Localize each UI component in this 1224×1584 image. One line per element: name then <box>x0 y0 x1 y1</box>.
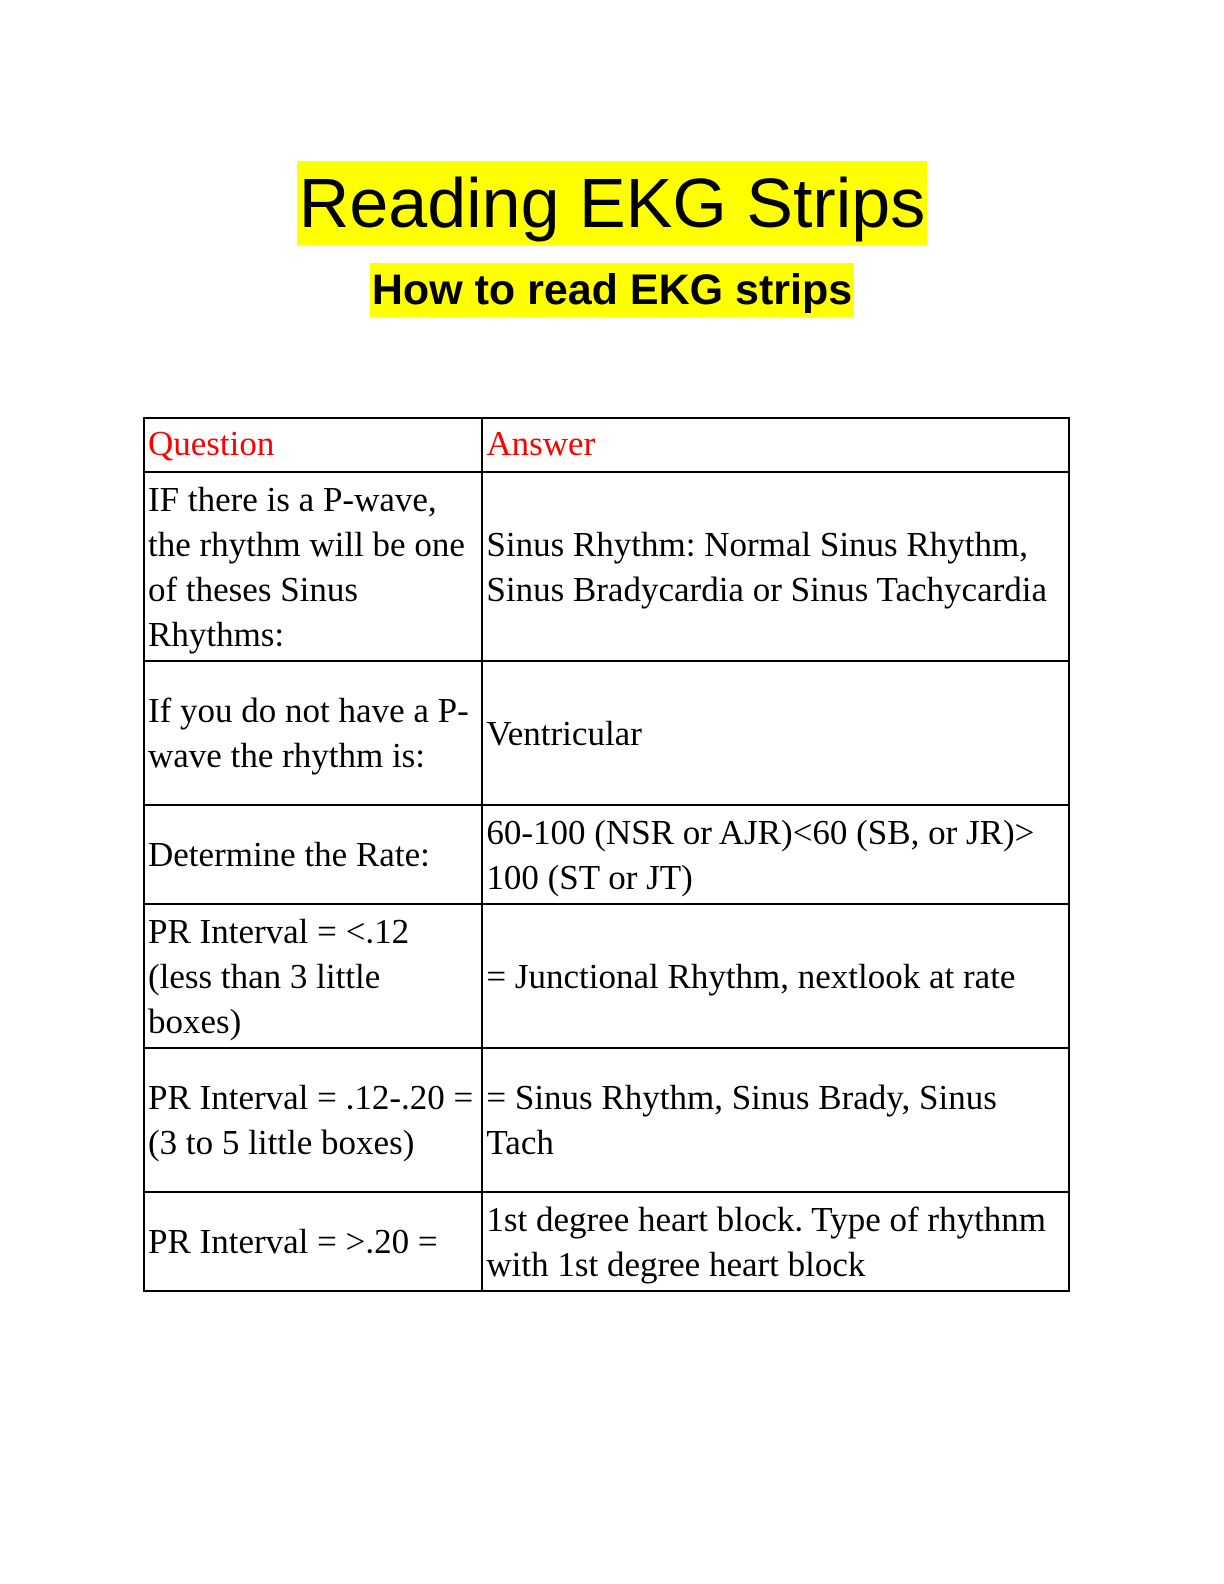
answer-cell: = Junctional Rhythm, nextlook at rate <box>482 904 1069 1048</box>
question-cell: IF there is a P-wave, the rhythm will be one of theses Sinus Rhythms: <box>144 472 482 661</box>
table-row <box>144 1048 1069 1192</box>
question-cell: If you do not have a P-wave the rhythm is: <box>144 661 482 805</box>
answer-cell: Sinus Rhythm: Normal Sinus Rhythm, Sinus Bradycardia or Sinus Tachycardia <box>482 472 1069 661</box>
table-row <box>144 904 1069 1048</box>
page-title <box>0 161 1224 245</box>
question-column-header: Question <box>144 418 482 472</box>
qa-table <box>143 417 1070 1292</box>
page-subtitle <box>0 263 1224 317</box>
answer-cell: 60-100 (NSR or AJR)<60 (SB, or JR)> 100 (ST or JT) <box>482 805 1069 904</box>
question-cell: PR Interval = >.20 = <box>144 1192 482 1291</box>
page-title-text: Reading EKG Strips <box>297 161 927 245</box>
table-row <box>144 805 1069 904</box>
answer-cell: 1st degree heart block. Type of rhythnm with 1st degree heart block <box>482 1192 1069 1291</box>
table-row <box>144 1192 1069 1291</box>
table-header-row <box>144 418 1069 472</box>
question-cell: PR Interval = <.12 (less than 3 little boxes) <box>144 904 482 1048</box>
question-cell: Determine the Rate: <box>144 805 482 904</box>
table-row <box>144 472 1069 661</box>
answer-cell: Ventricular <box>482 661 1069 805</box>
answer-column-header: Answer <box>482 418 1069 472</box>
question-cell: PR Interval = .12-.20 = (3 to 5 little boxes) <box>144 1048 482 1192</box>
answer-cell: = Sinus Rhythm, Sinus Brady, Sinus Tach <box>482 1048 1069 1192</box>
page-subtitle-text: How to read EKG strips <box>370 263 854 317</box>
table-row <box>144 661 1069 805</box>
